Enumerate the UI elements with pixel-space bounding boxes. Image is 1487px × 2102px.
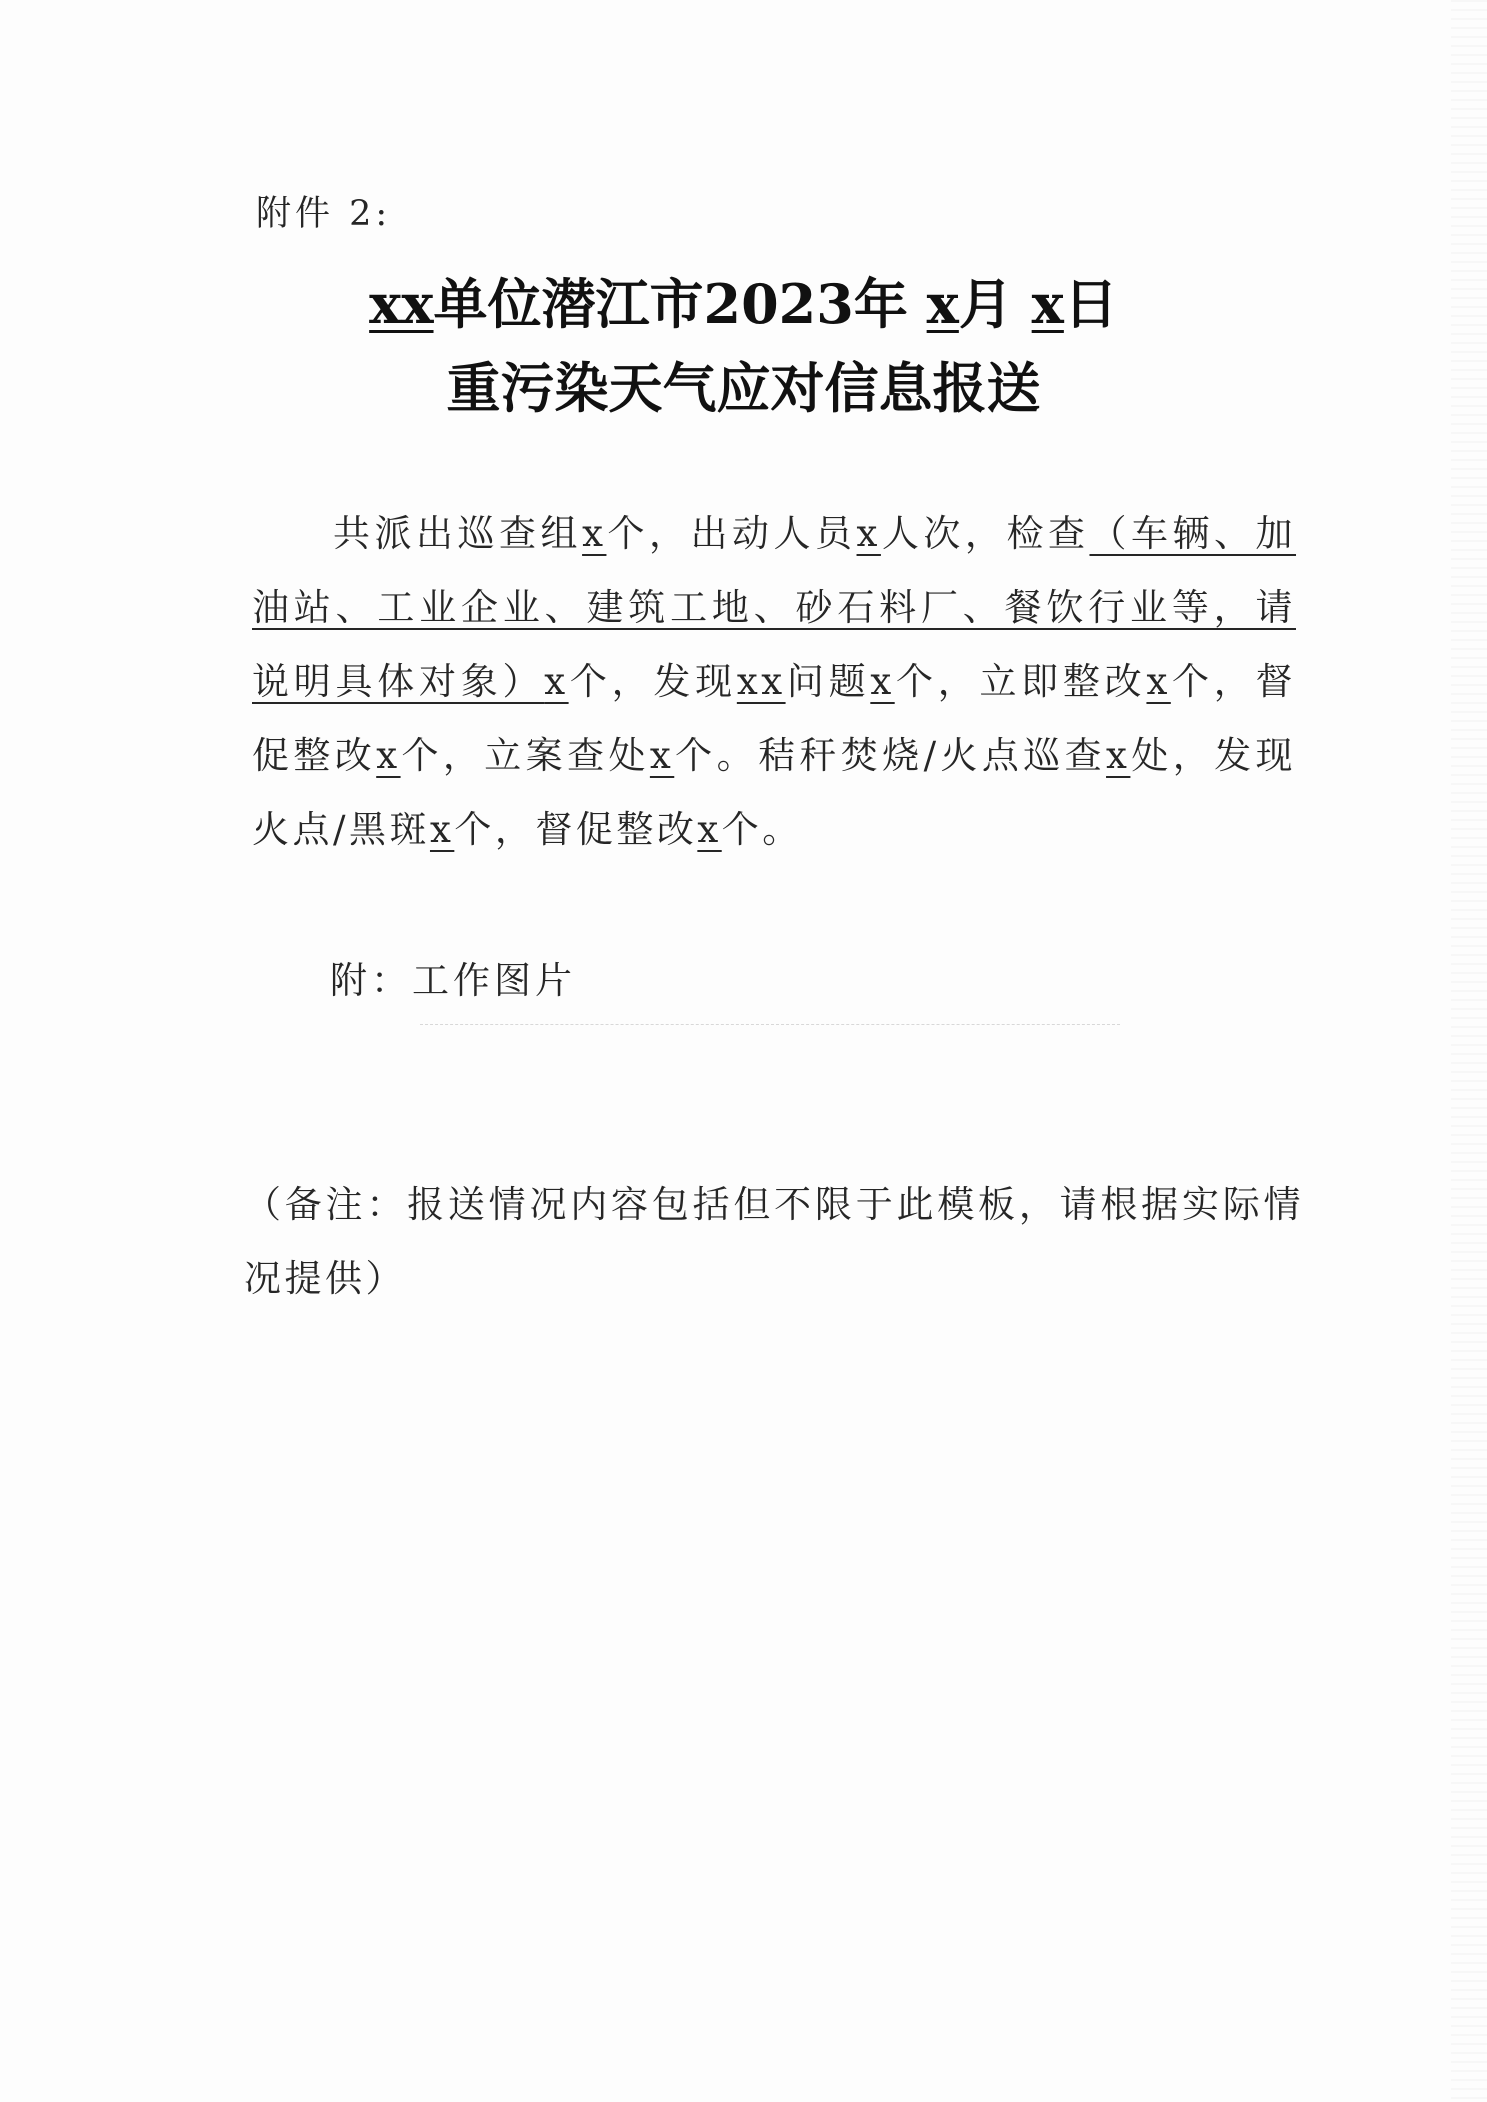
blank-burning-patrol: x	[1106, 734, 1131, 777]
blank-problems-found: x	[870, 660, 895, 703]
body-text-segment: 个，督促整改	[454, 808, 698, 851]
blank-fire-fix: x	[697, 808, 722, 851]
body-text-segment: 个，出动人员	[606, 512, 857, 555]
title-unit-placeholder: xx	[369, 272, 434, 336]
title-day-char: 日	[1063, 272, 1118, 336]
body-text-segment: 个，发现	[568, 660, 737, 703]
appendix-label: 附：工作图片	[330, 959, 576, 1002]
body-text-segment: 个，立即整改	[894, 660, 1147, 703]
blank-cases-filed: x	[649, 734, 675, 777]
title-line-1	[0, 262, 1487, 339]
body-text-segment: 个，督促整改	[252, 660, 1297, 777]
body-text-segment: 个，立案查处	[400, 734, 650, 777]
blank-supervised-fix: x	[376, 734, 401, 777]
body-text-segment: 共派出巡查组	[332, 512, 583, 555]
body-text-segment: 个。秸秆焚烧/火点巡查	[674, 734, 1107, 777]
blank-personnel: x	[856, 512, 881, 555]
blank-immediate-fix: x	[1146, 660, 1171, 703]
title-day-placeholder: x	[1031, 272, 1064, 336]
blank-patrol-groups: x	[582, 512, 607, 555]
blank-inspected: x	[544, 660, 569, 703]
body-text-segment: 个。	[721, 808, 803, 851]
inspection-scope: （车辆、加油站、工业企业、建筑工地、砂石料厂、餐饮行业等，请说明具体对象）	[252, 512, 1297, 703]
title-line-2: 重污染天气应对信息报送	[446, 356, 1041, 420]
body-text-segment: 人次，检查	[880, 512, 1090, 555]
title-month-char: 月	[958, 272, 1013, 336]
attachment-label: 附件 2:	[256, 194, 392, 234]
blank-fire-spots: x	[429, 808, 455, 851]
body-text-segment: 处，发现火点/黑斑	[252, 734, 1297, 851]
blank-problem-type: xx	[736, 660, 786, 703]
appendix-divider	[420, 1024, 1120, 1025]
title-unit-and-city: 单位潜江市2023年	[433, 272, 908, 336]
title-month-placeholder: x	[926, 272, 959, 336]
body-text-segment: 问题	[785, 660, 871, 703]
remark-note: （备注：报送情况内容包括但不限于此模板，请根据实际情况提供）	[244, 1183, 1304, 1300]
body-paragraph	[252, 497, 1296, 867]
